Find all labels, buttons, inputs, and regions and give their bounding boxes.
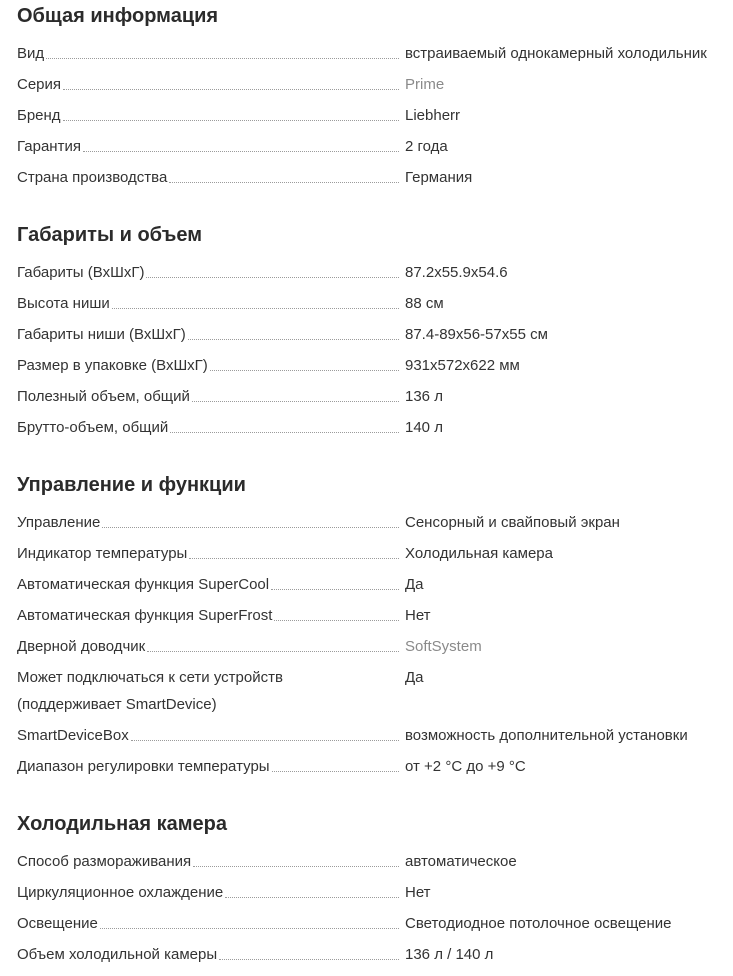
spec-value: возможность дополнительной установки (405, 727, 688, 744)
spec-row (17, 288, 720, 319)
spec-row-left (17, 910, 399, 937)
spec-label: Бренд (17, 107, 61, 124)
spec-row-left (17, 664, 399, 718)
spec-value: 2 года (405, 138, 448, 155)
spec-label: Управление (17, 514, 101, 531)
spec-value: 88 см (405, 295, 444, 312)
spec-section (17, 222, 720, 443)
spec-row-left (17, 722, 399, 749)
spec-row-left (17, 383, 399, 410)
dots-leader (112, 308, 399, 309)
spec-label: Полезный объем, общий (17, 388, 190, 405)
spec-row (17, 600, 720, 631)
spec-row (17, 131, 720, 162)
spec-section (17, 811, 720, 970)
spec-value: 931x572x622 мм (405, 357, 520, 374)
spec-label: Высота ниши (17, 295, 110, 312)
spec-row (17, 162, 720, 193)
spec-label: Индикатор температуры (17, 545, 188, 562)
dots-leader (131, 740, 399, 741)
spec-label: SmartDeviceBox (17, 727, 129, 744)
spec-sections-container (17, 3, 720, 970)
spec-label: Серия (17, 76, 62, 93)
spec-row (17, 939, 720, 970)
spec-value: от +2 °C до +9 °C (405, 758, 526, 775)
spec-row (17, 720, 720, 751)
spec-row-left (17, 879, 399, 906)
spec-row-left (17, 164, 399, 191)
dots-leader (271, 589, 399, 590)
spec-row (17, 507, 720, 538)
spec-row (17, 319, 720, 350)
spec-row-left (17, 540, 399, 567)
spec-label: Размер в упаковке (ВхШхГ) (17, 357, 208, 374)
spec-row (17, 412, 720, 443)
spec-label: Габариты ниши (ВхШхГ) (17, 326, 186, 343)
dots-leader (102, 527, 399, 528)
spec-value: Да (405, 669, 424, 686)
dots-leader (188, 339, 399, 340)
spec-value: Сенсорный и свайповый экран (405, 514, 620, 531)
spec-row (17, 69, 720, 100)
spec-section (17, 3, 720, 193)
dots-leader (63, 120, 399, 121)
spec-row (17, 381, 720, 412)
spec-row (17, 350, 720, 381)
spec-label: Гарантия (17, 138, 81, 155)
spec-value: встраиваемый однокамерный холодильник (405, 45, 707, 62)
spec-row (17, 877, 720, 908)
spec-row-left (17, 102, 399, 129)
spec-value: 136 л / 140 л (405, 946, 494, 963)
spec-label: Может подключаться к сети устройств (поддерживает SmartDevice) (17, 669, 283, 713)
spec-label: Страна производства (17, 169, 168, 186)
spec-value: 136 л (405, 388, 443, 405)
spec-row-left (17, 848, 399, 875)
dots-leader (210, 370, 399, 371)
spec-value: 140 л (405, 419, 443, 436)
spec-value: 87.2x55.9x54.6 (405, 264, 508, 281)
dots-leader (189, 558, 399, 559)
spec-row (17, 846, 720, 877)
spec-row (17, 38, 720, 69)
spec-value-link[interactable]: SoftSystem (405, 638, 482, 655)
dots-leader (100, 928, 399, 929)
dots-leader (272, 771, 399, 772)
spec-row (17, 631, 720, 662)
spec-row (17, 908, 720, 939)
spec-row-left (17, 414, 399, 441)
spec-label: Диапазон регулировки температуры (17, 758, 270, 775)
spec-label: Брутто-объем, общий (17, 419, 169, 436)
spec-value: Германия (405, 169, 473, 186)
spec-row-left (17, 571, 399, 598)
spec-label: Циркуляционное охлаждение (17, 884, 224, 901)
spec-value: Нет (405, 607, 431, 624)
spec-row-left (17, 352, 399, 379)
spec-value-link[interactable]: Prime (405, 76, 445, 93)
spec-value: Нет (405, 884, 431, 901)
section-title: Управление и функции (17, 474, 246, 496)
spec-label: Способ размораживания (17, 853, 192, 870)
dots-leader (46, 58, 399, 59)
spec-row-left (17, 40, 399, 67)
spec-row (17, 569, 720, 600)
dots-leader (83, 151, 399, 152)
spec-label: Освещение (17, 915, 98, 932)
spec-row (17, 751, 720, 782)
spec-row-left (17, 602, 399, 629)
spec-value: Liebherr (405, 107, 461, 124)
dots-leader (225, 897, 399, 898)
spec-value: автоматическое (405, 853, 517, 870)
spec-label: Объем холодильной камеры (17, 946, 218, 963)
spec-row-left (17, 71, 399, 98)
spec-row-left (17, 633, 399, 660)
section-title: Общая информация (17, 5, 219, 27)
dots-leader (219, 959, 399, 960)
dots-leader (274, 620, 399, 621)
section-title: Холодильная камера (17, 813, 227, 835)
dots-leader (147, 651, 399, 652)
dots-leader (146, 277, 399, 278)
spec-row-left (17, 290, 399, 317)
spec-label: Вид (17, 45, 45, 62)
section-title: Габариты и объем (17, 224, 203, 246)
spec-value: Светодиодное потолочное освещение (405, 915, 672, 932)
spec-value: Да (405, 576, 424, 593)
spec-row (17, 662, 720, 720)
dots-leader (192, 401, 399, 402)
spec-row-left (17, 509, 399, 536)
dots-leader (169, 182, 399, 183)
spec-row-left (17, 941, 399, 968)
spec-label: Дверной доводчик (17, 638, 146, 655)
spec-section (17, 472, 720, 782)
spec-row-left (17, 753, 399, 780)
spec-value: 87.4-89x56-57x55 см (405, 326, 548, 343)
spec-row (17, 538, 720, 569)
spec-row-left (17, 259, 399, 286)
spec-value: Холодильная камера (405, 545, 553, 562)
spec-label: Автоматическая функция SuperFrost (17, 607, 273, 624)
dots-leader (170, 432, 399, 433)
spec-row-left (17, 133, 399, 160)
spec-row (17, 257, 720, 288)
spec-label: Автоматическая функция SuperCool (17, 576, 270, 593)
spec-label: Габариты (ВхШхГ) (17, 264, 145, 281)
dots-leader (193, 866, 399, 867)
dots-leader (63, 89, 399, 90)
spec-row (17, 100, 720, 131)
spec-row-left (17, 321, 399, 348)
